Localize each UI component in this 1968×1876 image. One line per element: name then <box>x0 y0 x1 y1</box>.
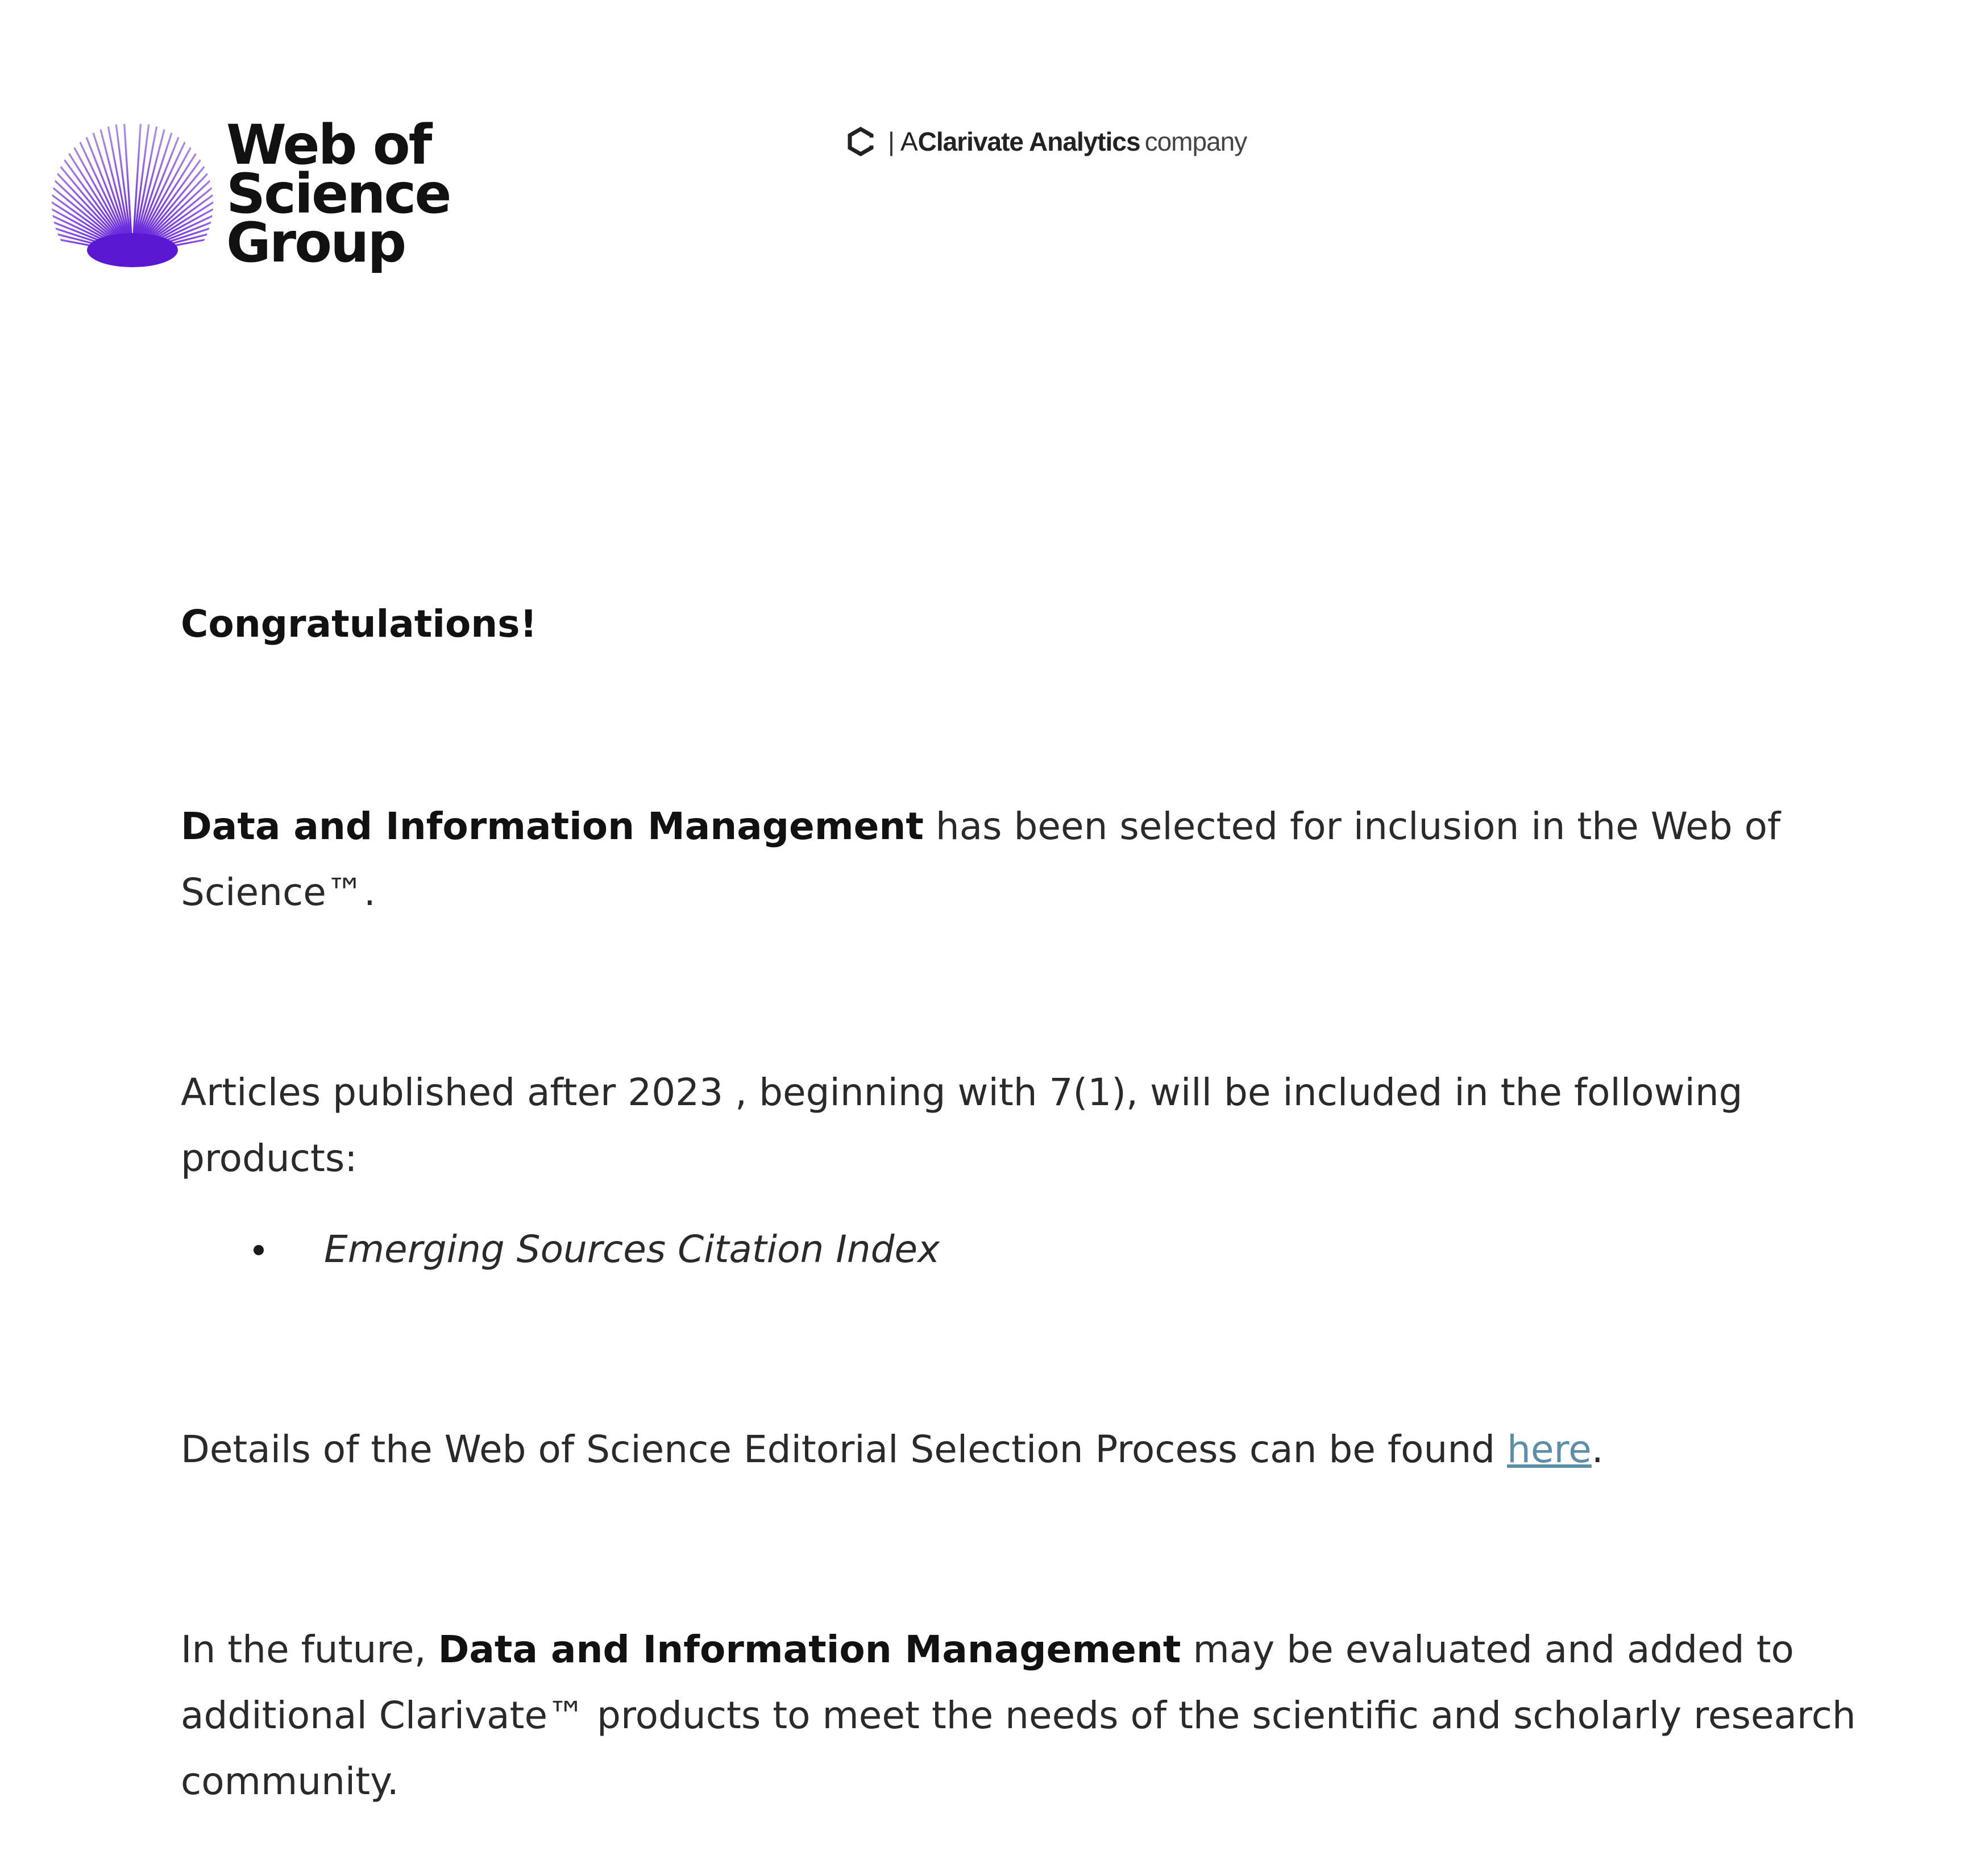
here-link[interactable]: here <box>1507 1427 1592 1471</box>
list-item: Emerging Sources Citation Index <box>324 1217 1875 1283</box>
clarivate-mark-icon <box>846 127 875 156</box>
products-list <box>181 1217 1875 1283</box>
details-period: . <box>1591 1427 1604 1471</box>
selection-text: has been selected for inclusion in the Web of Science™. <box>181 804 1781 914</box>
logo-wordmark <box>226 113 450 275</box>
tagline-brand: Clarivate Analytics <box>917 127 1140 156</box>
tagline-suffix: company <box>1144 127 1247 156</box>
details-text: Details of the Web of Science Editorial Selection Process can be found <box>181 1427 1508 1471</box>
tagline-prefix: A <box>900 127 918 156</box>
journal-name: Data and Information Management <box>181 804 924 848</box>
journal-name: Data and Information Management <box>438 1628 1181 1671</box>
products-paragraph: Articles published after 2023 , beginning with 7(1), will be included in the following products: <box>181 1070 1743 1180</box>
clarivate-tagline <box>846 126 1247 157</box>
tagline-separator: | <box>888 127 895 156</box>
sunburst-logo-icon <box>50 124 215 272</box>
logo-line-1: Web of <box>226 113 431 177</box>
logo-line-3: Group <box>226 211 405 275</box>
future-paragraph <box>181 1617 1875 1815</box>
logo-line-2: Science <box>226 162 450 226</box>
future-text-end: may be evaluated and added to additional Clarivate™ products to meet the needs of the scientific and scholarly research community. <box>181 1628 1856 1803</box>
greeting: Congratulations! <box>181 602 537 646</box>
future-text-start: In the future, <box>181 1628 438 1671</box>
details-paragraph <box>181 1417 1875 1483</box>
letter-body <box>181 591 1875 1815</box>
letter-header <box>0 0 1968 296</box>
selection-paragraph <box>181 794 1875 925</box>
